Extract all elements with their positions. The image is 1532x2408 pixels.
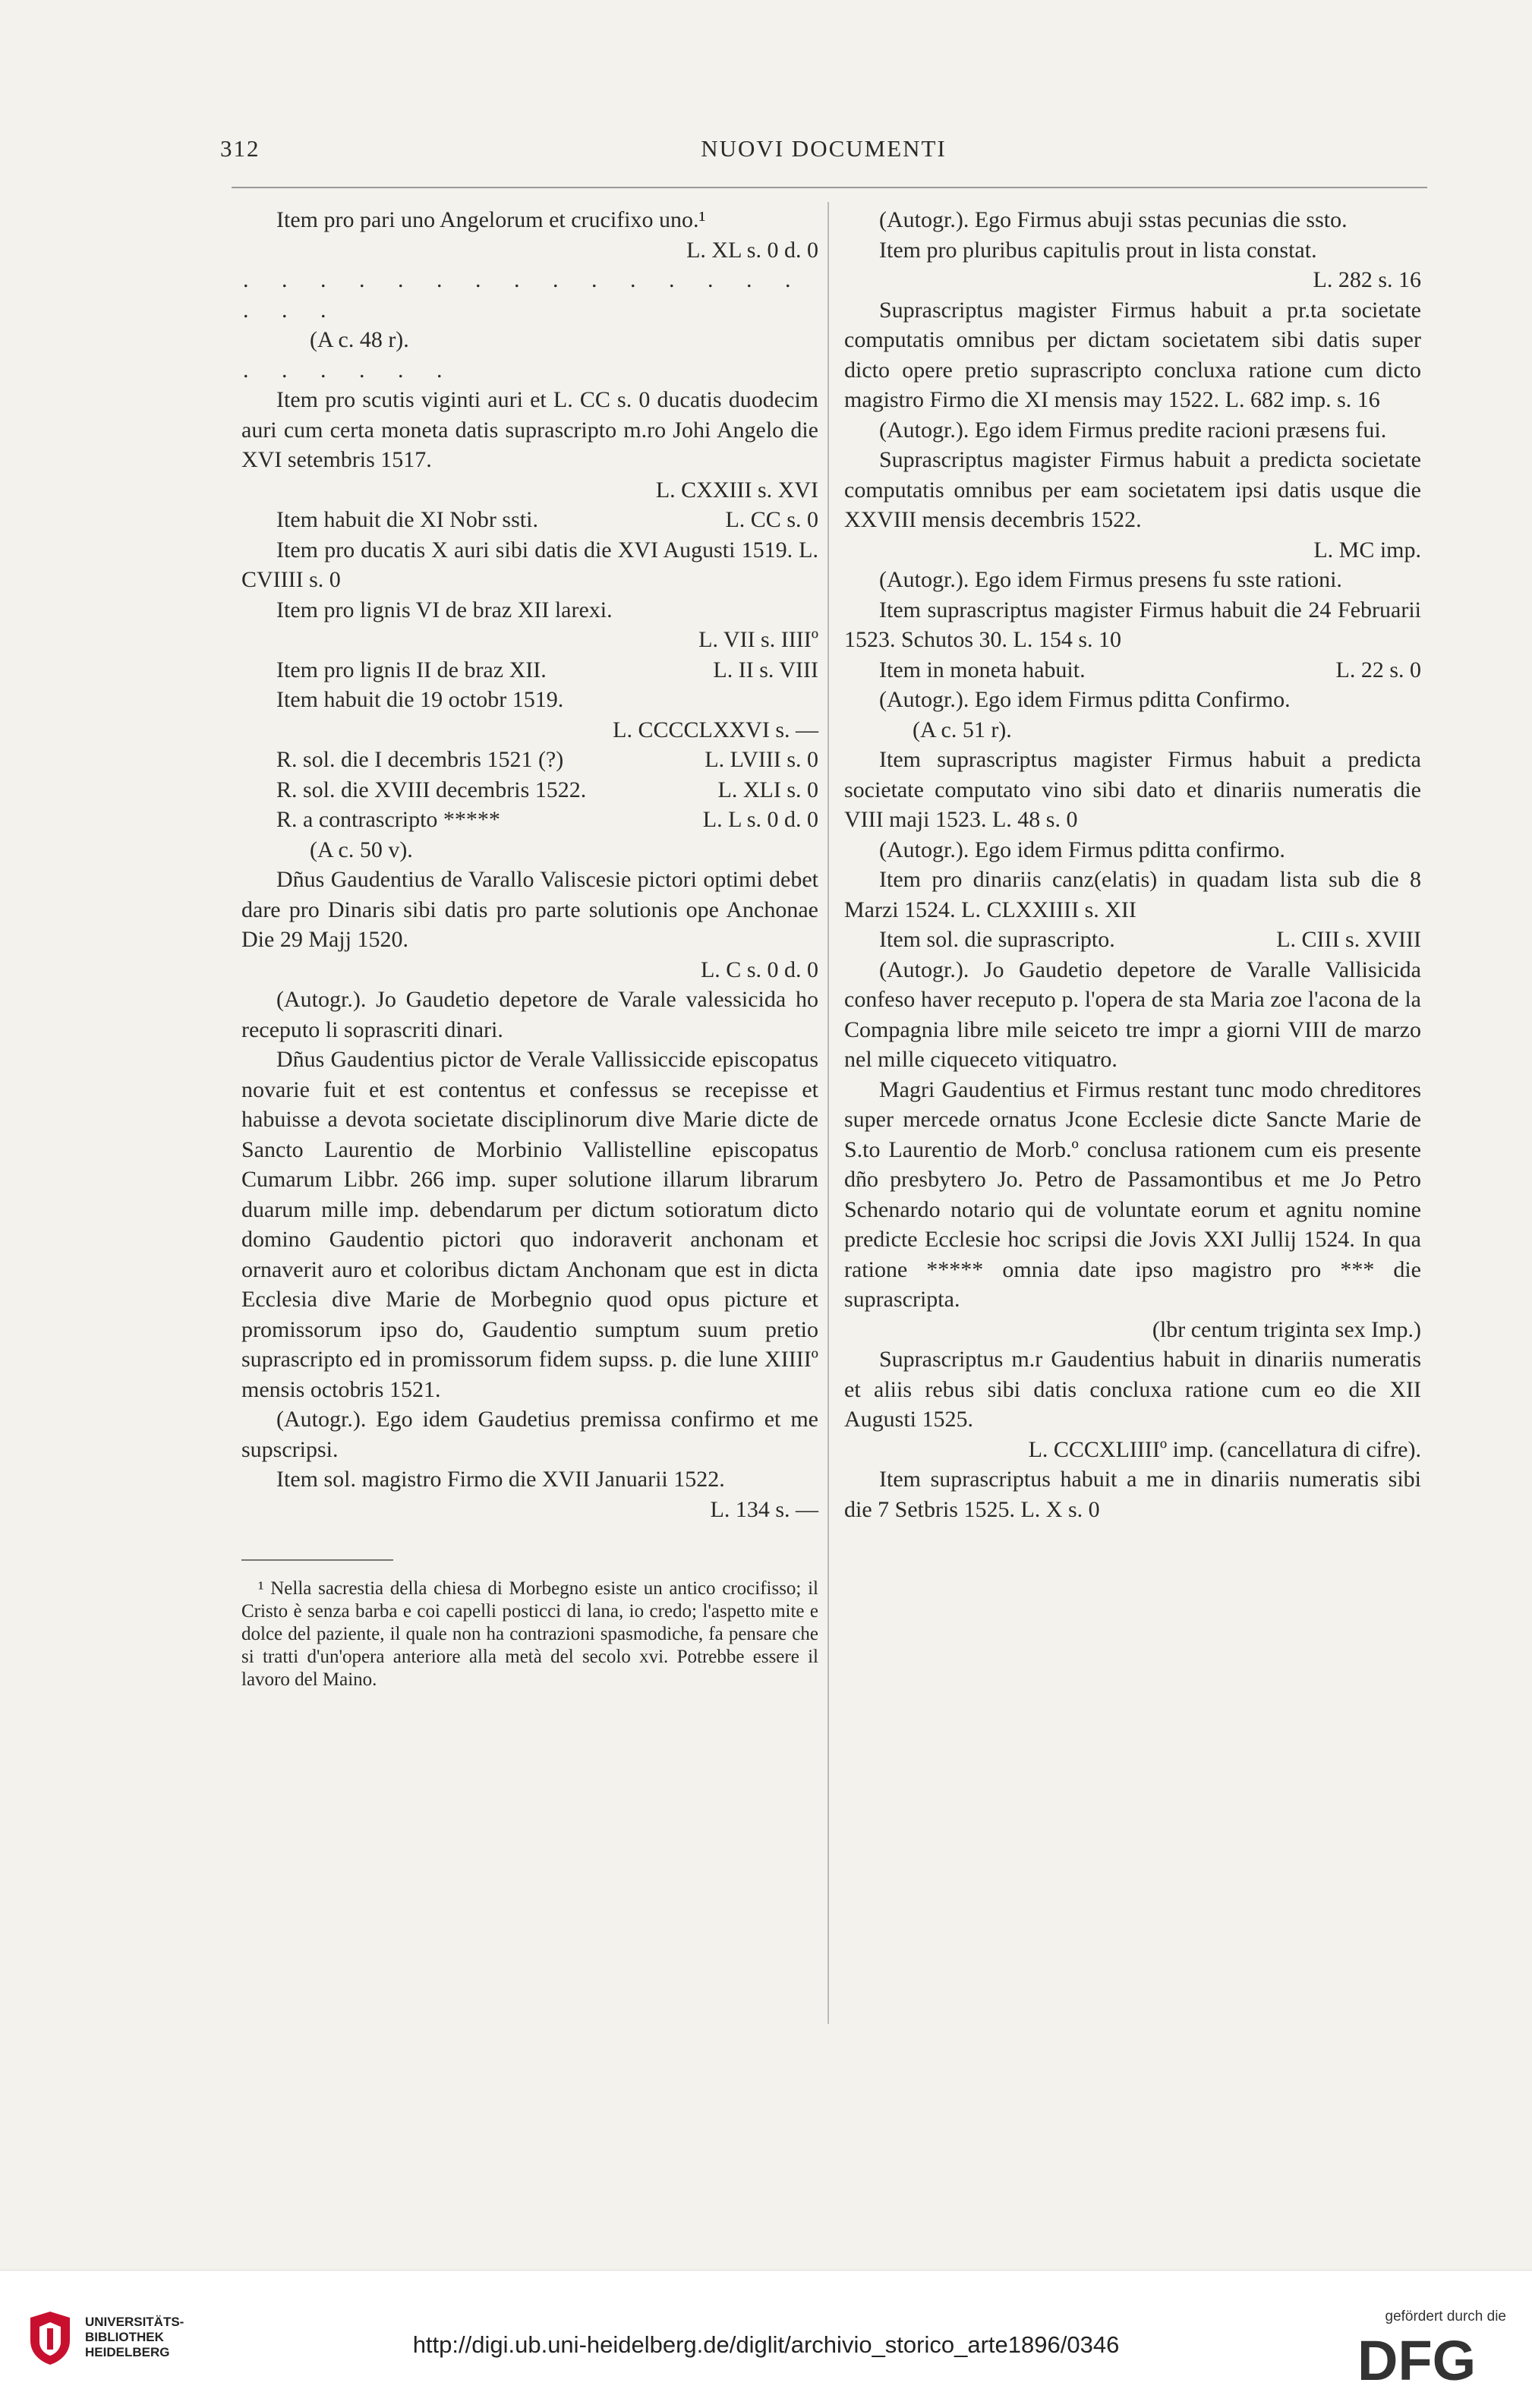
ledger-line: R. sol. die I decembris 1521 (?) L. LVIII s. 0: [276, 747, 818, 772]
paragraph: (Autogr.). Ego Firmus abuji sstas pecunias die ssto.: [879, 207, 1348, 232]
amount-line: (lbr centum triginta sex Imp.): [1152, 1316, 1421, 1342]
paragraph: Magri Gaudentius et Firmus restant tunc modo chreditores super mercede ornatus Jcone Ecclesie dicte Sancte Marie de S.to Laurentio de Morb.º conclusa rationem cum eis presente dño presbytero Jo. Petro de Passamontibus et me Jo Petro Schenardo notario qui de voluntate eorum et agnitu nomine predicte Ecclesie hoc scripsi die Jovis XXI Jullij 1524. In qua ratione ***** omnia date ipso magistro pro *** die suprascripta.: [844, 1076, 1421, 1312]
paragraph: Dñus Gaudentius de Varallo Valiscesie pictori optimi debet dare pro Dinaris sibi datis pro parte solutionis ope Anchonae Die 29 Majj 1520.: [241, 867, 818, 952]
ellipsis-line: . . . . . .: [243, 357, 456, 383]
amount-line: L. CCCXLIIIIº imp. (cancellatura di cifre).: [1028, 1436, 1421, 1462]
running-header: [220, 135, 1427, 173]
ledger-line: Item sol. die suprascripto. L. CIII s. XVIII: [879, 927, 1421, 952]
paragraph: Item pro dinariis canz(elatis) in quadam lista sub die 8 Marzi 1524. L. CLXXIIII s. XII: [844, 867, 1421, 922]
folio-reference: (A c. 51 r).: [913, 717, 1012, 742]
paragraph: (Autogr.). Ego idem Firmus pditta Confirmo.: [879, 687, 1291, 712]
paragraph: Suprascriptus m.r Gaudentius habuit in dinariis numeratis et aliis rebus sibi datis concluxa ratione cum eo die XII Augusti 1525.: [844, 1347, 1421, 1432]
amount-line: L. C s. 0 d. 0: [700, 957, 818, 982]
dfg-logo-icon: [1357, 2331, 1506, 2386]
ledger-line: R. a contrascripto ***** L. L s. 0 d. 0: [276, 807, 818, 832]
amount-line: L. 134 s. —: [710, 1496, 818, 1522]
amount-line: L. CXXIII s. XVI: [655, 477, 818, 503]
amount-line: L. VII s. IIIIº: [698, 627, 818, 652]
footnote-rule: [241, 1559, 393, 1561]
paragraph: Item suprascriptus habuit a me in dinariis numeratis sibi die 7 Setbris 1525. L. X s. 0: [844, 1467, 1421, 1522]
ledger-line: R. sol. die XVIII decembris 1522. L. XLI s. 0: [276, 777, 818, 802]
paragraph: Item pro ducatis X auri sibi datis die XVI Augusti 1519. L. CVIIII s. 0: [241, 537, 818, 592]
column-divider: [827, 202, 829, 2024]
footnote: ¹ Nella sacrestia della chiesa di Morbegno esiste un antico crocifisso; il Cristo è senza barba e coi capelli posticci di lana, io credo; l'aspetto mite e dolce del paziente, il quale non ha contrazioni spasmodiche, fa pensare che si tratti d'un'opera anteriore alla metà del secolo xvi. Potrebbe essere il lavoro del Maino.: [241, 1578, 818, 1690]
left-column: [241, 205, 818, 1691]
funded-by-label: gefördert durch die: [1385, 2309, 1506, 2324]
paragraph: (Autogr.). Jo Gaudetio depetore de Varale valessicida ho receputo li soprascriti dinari.: [241, 987, 818, 1042]
ledger-line: Item habuit die XI Nobr ssti. L. CC s. 0: [276, 507, 818, 532]
header-rule: [232, 187, 1427, 188]
paragraph: Item habuit die 19 octobr 1519.: [276, 687, 564, 712]
paragraph: Item pro lignis VI de braz XII larexi.: [276, 597, 613, 622]
paragraph: (Autogr.). Jo Gaudetio depetore de Varalle Vallisicida confeso haver receputo p. l'opera de sta Maria zoe l'acona de la Compagnia libre mile seiceto tre impr a giorni VIII de marzo nel mille ciqueceto vitiquatro.: [844, 957, 1421, 1072]
paragraph: Suprascriptus magister Firmus habuit a pr.ta societate computatis omnibus per dictam societatem sibi datis super dicto opere pretio suprascripto concluxa ratione cum dicto magistro Firmo die XI mensis may 1522. L. 682 imp. s. 16: [844, 297, 1421, 412]
svg-text:DFG: DFG: [1357, 2331, 1477, 2386]
ellipsis-line: . . . . . . . . . . . . . . . . . .: [243, 267, 805, 323]
paragraph: (Autogr.). Ego idem Gaudetius premissa confirmo et me supscripsi.: [241, 1407, 818, 1462]
paragraph: Suprascriptus magister Firmus habuit a predicta societate computatis omnibus per eam societatem ipsi datis usque die XXVIII mensis decembris 1522.: [844, 447, 1421, 532]
amount-line: L. MC imp.: [1313, 537, 1421, 563]
paragraph: Dñus Gaudentius pictor de Verale Vallissiccide episcopatus novarie fuit et est contentus et confessus se recepisse et habuisse a devota societate disciplinorum dive Marie dicte de Sancto Laurentio de Morbinio Vallistelline episcopatus Cumarum Libbr. 266 imp. super solutione illarum librarum duarum mille imp. debendarum per dictum sotioratum dicto domino Gaudentio pictori quo indoraverit anchonam et ornaverit auro et coloribus dictam Anchonam que est in dicta Ecclesia dive Marie de Morbegnio quod opus picture et promissorum ipso do, Gaudentio sumptum suum pretio suprascripto ed in promissorum fidem supss. p. die lune XIIIIº mensis octobris 1521.: [241, 1047, 818, 1402]
paragraph: (Autogr.). Ego idem Firmus presens fu sste rationi.: [879, 567, 1342, 592]
folio-reference: (A c. 48 r).: [310, 327, 409, 352]
paragraph: Item suprascriptus magister Firmus habuit a predicta societate computato vino sibi dato et dinariis numeratis die VIII maji 1523. L. 48 s. 0: [844, 747, 1421, 832]
page-url-link[interactable]: http://digi.ub.uni-heidelberg.de/diglit/archivio_storico_arte1896/0346: [412, 2331, 1120, 2358]
page-title: NUOVI DOCUMENTI: [701, 135, 947, 162]
ledger-line: Item in moneta habuit. L. 22 s. 0: [879, 657, 1421, 682]
paragraph: Item pro scutis viginti auri et L. CC s. 0 ducatis duodecim auri cum certa moneta datis suprascripto m.ro Johi Angelo die XVI setembris 1517.: [241, 387, 818, 472]
amount-line: L. CCCCLXXVI s. —: [613, 717, 818, 742]
ledger-line: Item pro lignis II de braz XII. L. II s. VIII: [276, 657, 818, 682]
amount-line: L. 282 s. 16: [1313, 267, 1421, 292]
paragraph: (Autogr.). Ego idem Firmus pditta confirmo.: [879, 837, 1285, 862]
paragraph: (Autogr.). Ego idem Firmus predite racioni præsens fui.: [879, 417, 1387, 443]
amount-line: L. XL s. 0 d. 0: [686, 237, 818, 263]
library-name: UNIVERSITÄTS- BIBLIOTHEK HEIDELBERG: [85, 2315, 184, 2359]
paragraph: Item pro pari uno Angelorum et crucifixo uno.¹: [276, 207, 706, 232]
paragraph: Item suprascriptus magister Firmus habuit die 24 Februarii 1523. Schutos 30. L. 154 s. 10: [844, 597, 1421, 652]
page-number: 312: [220, 135, 260, 162]
paragraph: Item pro pluribus capitulis prout in lista constat.: [879, 237, 1317, 263]
folio-reference: (A c. 50 v).: [310, 837, 413, 862]
paragraph: Item sol. magistro Firmo die XVII Januarii 1522.: [276, 1467, 725, 1492]
viewer-footer: [0, 2270, 1532, 2408]
right-column: [844, 205, 1421, 1524]
